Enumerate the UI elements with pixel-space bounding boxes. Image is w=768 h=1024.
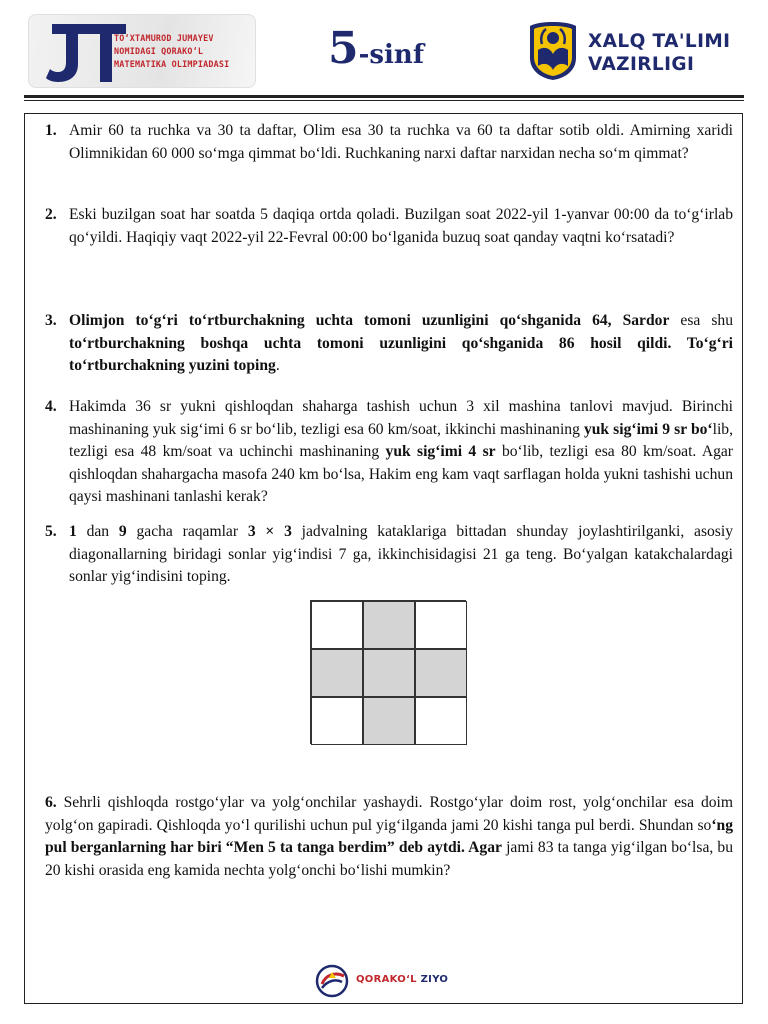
header-divider-thick [24,95,744,98]
problem-5 [45,521,733,589]
page-header [0,0,768,100]
ministry-emblem-icon [526,20,580,82]
grid-cell-shaded [363,649,415,697]
problem-3 [45,310,733,378]
problem-text: 6. Sehrli qishloqda rostgo‘ylar va yolg‘onchilar yashaydi. Rostgo‘ylar doim rost, yolg‘onchilar esa doim yolg‘on gapiradi. Qishloqda yo‘l qurilishi uchun pul yig‘ilganda jami 20 kishi tanga pul berdi. Shundan so‘ng pul berganlarning har biri “Men 5 ta tanga berdim” deb aytdi. Agar jami 83 ta tanga yig‘ilgan bo‘lsa, bu 20 kishi orasida eng kamida nechta yolg‘onchi bo‘lishi mumkin? [45,794,733,879]
ministry-name: XALQ TA'LIMI VAZIRLIGI [588,31,731,75]
problem-number: 5. [45,523,57,540]
problem-number: 2. [45,206,57,223]
grid-cell [311,697,363,745]
problem-5-grid [310,600,466,744]
grid-cell-shaded [363,601,415,649]
grid-cell-shaded [415,649,467,697]
problem-text: Eski buzilgan soat har soatda 5 daqiqa ortda qoladi. Buzilgan soat 2022-yil 1-yanvar 00:00 da to‘g‘irlab qo‘yildi. Haqiqiy vaqt 2022-yil 22-Fevral 00:00 bo‘lganida buzuq soat qanday vaqtni ko‘rsatadi? [69,206,733,246]
problem-number: 1. [45,122,57,139]
problem-1 [45,120,733,165]
olympiad-badge [28,14,256,88]
grid-cell [415,697,467,745]
problem-6 [45,792,733,882]
problem-text: Amir 60 ta ruchka va 30 ta daftar, Olim esa 30 ta ruchka va 60 ta daftar sotib oldi. Amirning xaridi Olimnikidan 60 000 so‘mga qimmat bo‘ldi. Ruchkaning narxi daftar narxidan necha so‘m qimmat? [69,122,733,162]
problem-number: 4. [45,398,57,415]
grid-cell [311,601,363,649]
grade-title: 5-sinf [328,23,425,74]
problem-text: Olimjon to‘g‘ri to‘rtburchakning uchta tomoni uzunligini qo‘shganida 64, Sardor esa shu to‘rtburchakning boshqa uchta tomoni uzunligini qo‘shganida 86 hosil qildi. To‘g‘ri to‘rtburchakning yuzini toping. [69,312,733,374]
problem-number: 3. [45,312,57,329]
header-divider-thin [24,100,744,101]
problem-text: Hakimda 36 sr yukni qishloqdan shaharga tashish uchun 3 xil mashina tanlovi mavjud. Birinchi mashinaning yuk sig‘imi 6 sr bo‘lib, tezligi esa 60 km/soat, ikkinchi mashinaning yuk sig‘imi 9 sr bo‘lib, tezligi esa 48 km/soat va uchinchi mashinaning yuk sig‘imi 4 sr bo‘lib, tezligi esa 80 km/soat. Agar qishloqdan shahargacha masofa 240 km bo‘lsa, Hakim eng kam vaqt sarflagan holda yukni tashishi uchun qaysi mashinani tanlashi kerak? [69,398,733,505]
olympiad-title: TO‘XTAMUROD JUMAYEV NOMIDAGI QORAKO‘L MATEMATIKA OLIMPIADASI [114,33,230,69]
problem-number: 6. [45,794,57,811]
grid-cell-shaded [363,697,415,745]
footer-logo-icon [314,964,350,998]
page-footer [314,964,464,998]
grid-cell [415,601,467,649]
problem-text: 1 dan 9 gacha raqamlar 3 × 3 jadvalning kataklariga bittadan shunday joylashtirilganki, asosiy diagonallarning biridagi sonlar yig‘indisi 7 ga, ikkinchisidagisi 21 ga teng. Bo‘yalgan katakchalardagi sonlar yig‘indisini toping. [69,523,734,585]
problem-2 [45,204,733,249]
grid-cell-shaded [311,649,363,697]
problem-4 [45,396,733,509]
ministry-logo-block [526,20,748,84]
footer-brand: QORAKO‘L ZIYO [356,974,449,985]
